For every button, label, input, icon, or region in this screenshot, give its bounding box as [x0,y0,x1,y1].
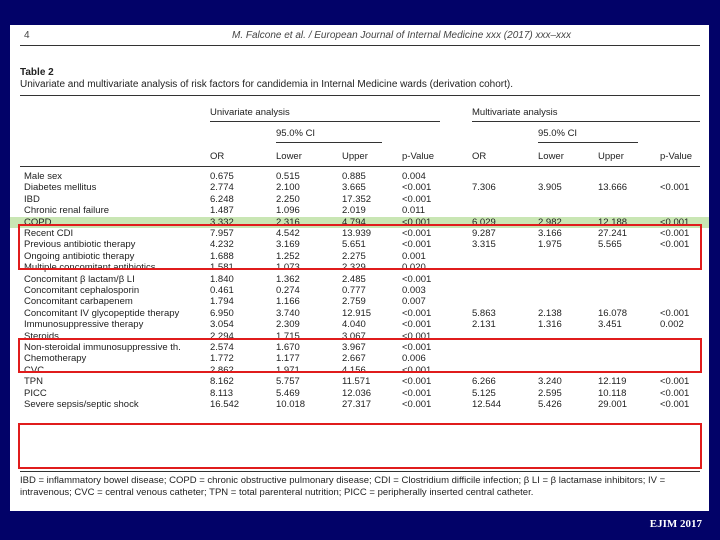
cell-multi-upper: 12.119 [598,376,627,388]
cell-or: 1.772 [210,353,234,365]
table-row [10,376,709,387]
cell-pvalue: <0.001 [402,387,432,399]
cell-multi-lower: 3.166 [538,228,562,239]
col-header-multi-or: OR [472,151,487,162]
col-header-upper: Upper [342,151,368,162]
cell-pvalue: <0.001 [402,239,432,251]
col-header-pvalue: p-Value [402,151,435,162]
highlight-box-copd-group [18,224,702,270]
cell-upper: 5.651 [342,239,366,251]
cell-upper: 4.156 [342,364,366,376]
row-label: Chemotherapy [24,353,87,365]
cell-or: 4.232 [210,239,234,251]
cell-multi-or: 2.131 [472,319,496,331]
cell-lower: 5.469 [276,387,300,399]
cell-multi-pvalue: <0.001 [660,182,690,194]
row-label: Concomitant cephalosporin [24,285,140,296]
cell-or: 2.574 [210,342,234,353]
cell-or: 1.688 [210,250,234,262]
table-row [10,194,709,205]
cell-multi-lower: 1.975 [538,239,562,251]
cell-multi-lower: 3.905 [538,182,562,194]
cell-multi-or: 5.125 [472,387,496,399]
cell-lower: 1.166 [276,296,300,308]
cell-lower: 0.515 [276,171,300,182]
cell-multi-upper: 5.565 [598,239,622,251]
col-header-multi-lower: Lower [538,151,564,162]
cell-lower: 10.018 [276,399,306,410]
table-caption: Univariate and multivariate analysis of risk factors for candidemia in Internal Medicine wards (derivation cohort). [20,79,513,90]
table-row [10,319,709,330]
col-header-or: OR [210,151,225,162]
cell-lower: 4.542 [276,228,300,239]
multivariate-ci-header: 95.0% CI [538,128,578,139]
cell-or: 1.487 [210,205,234,217]
table-row [10,388,709,399]
cell-upper: 2.275 [342,250,366,262]
source-label: EJIM 2017 [649,518,702,530]
cell-multi-pvalue: <0.001 [660,228,690,239]
cell-pvalue: <0.001 [402,399,432,410]
row-label: Concomitant IV glycopeptide therapy [24,307,180,319]
table-bottom-rule [20,471,700,472]
table-row [10,171,709,182]
cell-pvalue: <0.001 [402,216,432,228]
cell-multi-upper: 16.078 [598,307,628,319]
highlight-box-glycopeptide-group [18,338,702,373]
header-bottom-rule [20,166,700,167]
cell-upper: 3.067 [342,330,366,342]
cell-upper: 2.759 [342,296,366,308]
col-header-lower: Lower [276,151,302,162]
cell-multi-lower: 1.316 [538,319,562,331]
table-row [10,308,709,319]
table-row [10,182,709,193]
multivariate-ci-rule [538,142,638,143]
cell-multi-lower: 5.426 [538,399,562,410]
cell-lower: 1.073 [276,262,300,274]
running-head: M. Falcone et al. / European Journal of Internal Medicine xxx (2017) xxx–xxx [232,30,572,41]
cell-or: 3.054 [210,319,234,331]
cell-pvalue: <0.001 [402,364,432,376]
cell-pvalue: <0.001 [402,342,432,353]
row-label: Immunosuppressive therapy [24,319,144,331]
table-row [10,285,709,296]
cell-pvalue: <0.001 [402,273,432,285]
row-label: Ongoing antibiotic therapy [24,250,135,262]
cell-lower: 1.971 [276,364,300,376]
cell-or: 6.248 [210,193,234,205]
cell-pvalue: <0.001 [402,376,432,388]
cell-or: 1.581 [210,262,234,274]
cell-multi-lower: 3.240 [538,376,562,388]
col-header-multi-upper: Upper [598,151,624,162]
cell-or: 0.675 [210,171,234,182]
cell-multi-or: 3.315 [472,239,496,251]
row-label: PICC [24,387,47,399]
row-label: CVC [24,364,45,376]
univariate-group-header: Univariate analysis [210,107,290,118]
row-label: Steroids [24,330,59,342]
cell-upper: 0.885 [342,171,366,182]
cell-or: 7.957 [210,228,234,239]
cell-multi-upper: 12.188 [598,216,628,228]
cell-pvalue: 0.020 [402,262,426,274]
cell-upper: 13.939 [342,228,372,239]
cell-multi-pvalue: <0.001 [660,307,690,319]
cell-pvalue: <0.001 [402,319,432,331]
cell-multi-or: 6.266 [472,376,496,388]
cell-upper: 2.485 [342,273,366,285]
row-label: Multiple concomitant antibiotics [24,262,156,274]
cell-multi-upper: 3.451 [598,319,622,331]
cell-upper: 12.036 [342,387,372,399]
row-label: COPD [24,216,52,228]
col-header-multi-pvalue: p-Value [660,151,693,162]
cell-multi-lower: 2.982 [538,216,562,228]
cell-lower: 1.252 [276,250,300,262]
cell-upper: 2.329 [342,262,366,274]
cell-pvalue: 0.003 [402,285,426,296]
highlight-box-tpn-group [18,423,702,469]
table-top-rule [20,95,700,96]
cell-lower: 3.740 [276,307,300,319]
cell-lower: 3.169 [276,239,300,251]
cell-pvalue: 0.004 [402,171,426,182]
table-footnote: IBD = inflammatory bowel disease; COPD = chronic obstructive pulmonary disease; CDI = Clostridium difficile infection; β LI = β lactamase inhibitors; IV = intravenous; CVC = central venous catheter; TPN = total parenteral nutrition; PICC = peripherally inserted central catheter. [20,475,666,498]
cell-upper: 12.915 [342,307,372,319]
cell-upper: 0.777 [342,285,366,296]
cell-multi-upper: 27.241 [598,228,628,239]
cell-multi-lower: 2.138 [538,307,562,319]
univariate-rule [210,121,440,122]
cell-upper: 27.317 [342,399,372,410]
cell-pvalue: <0.001 [402,182,432,194]
article-page [10,25,709,511]
cell-lower: 2.100 [276,182,300,194]
univariate-ci-header: 95.0% CI [276,128,316,139]
row-label: TPN [24,376,43,388]
row-label: Recent CDI [24,228,74,239]
table-row [10,274,709,285]
cell-lower: 1.362 [276,273,300,285]
univariate-ci-rule [276,142,382,143]
cell-or: 6.950 [210,307,234,319]
row-label: Diabetes mellitus [24,182,97,194]
cell-lower: 0.274 [276,285,300,296]
cell-or: 2.294 [210,330,234,342]
multivariate-rule [472,121,700,122]
table-row [10,205,709,216]
row-label: Male sex [24,171,63,182]
cell-multi-pvalue: <0.001 [660,387,690,399]
table-row [10,399,709,410]
row-label: Concomitant β lactam/β LI [24,273,135,285]
page-number: 4 [24,30,30,41]
cell-multi-lower: 2.595 [538,387,562,399]
cell-or: 8.113 [210,387,234,399]
cell-or: 8.162 [210,376,234,388]
cell-lower: 5.757 [276,376,300,388]
cell-multi-pvalue: <0.001 [660,216,690,228]
cell-or: 1.840 [210,273,234,285]
cell-multi-upper: 29.001 [598,399,628,410]
cell-upper: 3.967 [342,342,366,353]
multivariate-group-header: Multivariate analysis [472,107,558,118]
cell-multi-or: 5.863 [472,307,496,319]
cell-or: 2.774 [210,182,234,194]
row-label: Chronic renal failure [24,205,110,217]
cell-pvalue: <0.001 [402,330,432,342]
cell-multi-or: 7.306 [472,182,496,194]
row-label: Concomitant carbapenem [24,296,133,308]
cell-lower: 1.715 [276,330,300,342]
page-header [20,30,700,44]
cell-multi-upper: 10.118 [598,387,627,399]
cell-upper: 17.352 [342,193,372,205]
cell-upper: 4.794 [342,216,366,228]
cell-or: 3.332 [210,216,234,228]
cell-pvalue: <0.001 [402,193,432,205]
cell-multi-or: 6.029 [472,216,496,228]
cell-or: 16.542 [210,399,240,410]
cell-pvalue: 0.006 [402,353,426,365]
header-rule [20,45,700,46]
cell-multi-or: 12.544 [472,399,502,410]
cell-or: 2.862 [210,364,234,376]
cell-pvalue: 0.001 [402,250,426,262]
cell-lower: 2.250 [276,193,300,205]
cell-lower: 1.177 [276,353,300,365]
cell-upper: 2.667 [342,353,366,365]
cell-multi-pvalue: <0.001 [660,399,690,410]
cell-lower: 1.670 [276,342,300,353]
cell-pvalue: <0.001 [402,228,432,239]
row-label: Severe sepsis/septic shock [24,399,139,410]
row-label: Previous antibiotic therapy [24,239,136,251]
cell-or: 1.794 [210,296,234,308]
cell-upper: 3.665 [342,182,366,194]
cell-upper: 2.019 [342,205,366,217]
cell-pvalue: 0.011 [402,205,426,217]
cell-multi-pvalue: <0.001 [660,376,690,388]
cell-lower: 2.309 [276,319,300,331]
cell-pvalue: <0.001 [402,307,432,319]
row-label: Non-steroidal immunosuppressive th. [24,342,181,353]
cell-or: 0.461 [210,285,234,296]
cell-multi-pvalue: <0.001 [660,239,690,251]
cell-upper: 11.571 [342,376,371,388]
cell-lower: 1.096 [276,205,300,217]
cell-multi-or: 9.287 [472,228,496,239]
cell-lower: 2.316 [276,216,300,228]
cell-multi-upper: 13.666 [598,182,628,194]
cell-upper: 4.040 [342,319,366,331]
table-row [10,296,709,307]
cell-multi-pvalue: 0.002 [660,319,684,331]
row-label: IBD [24,193,40,205]
cell-pvalue: 0.007 [402,296,426,308]
table-label: Table 2 [20,67,54,78]
